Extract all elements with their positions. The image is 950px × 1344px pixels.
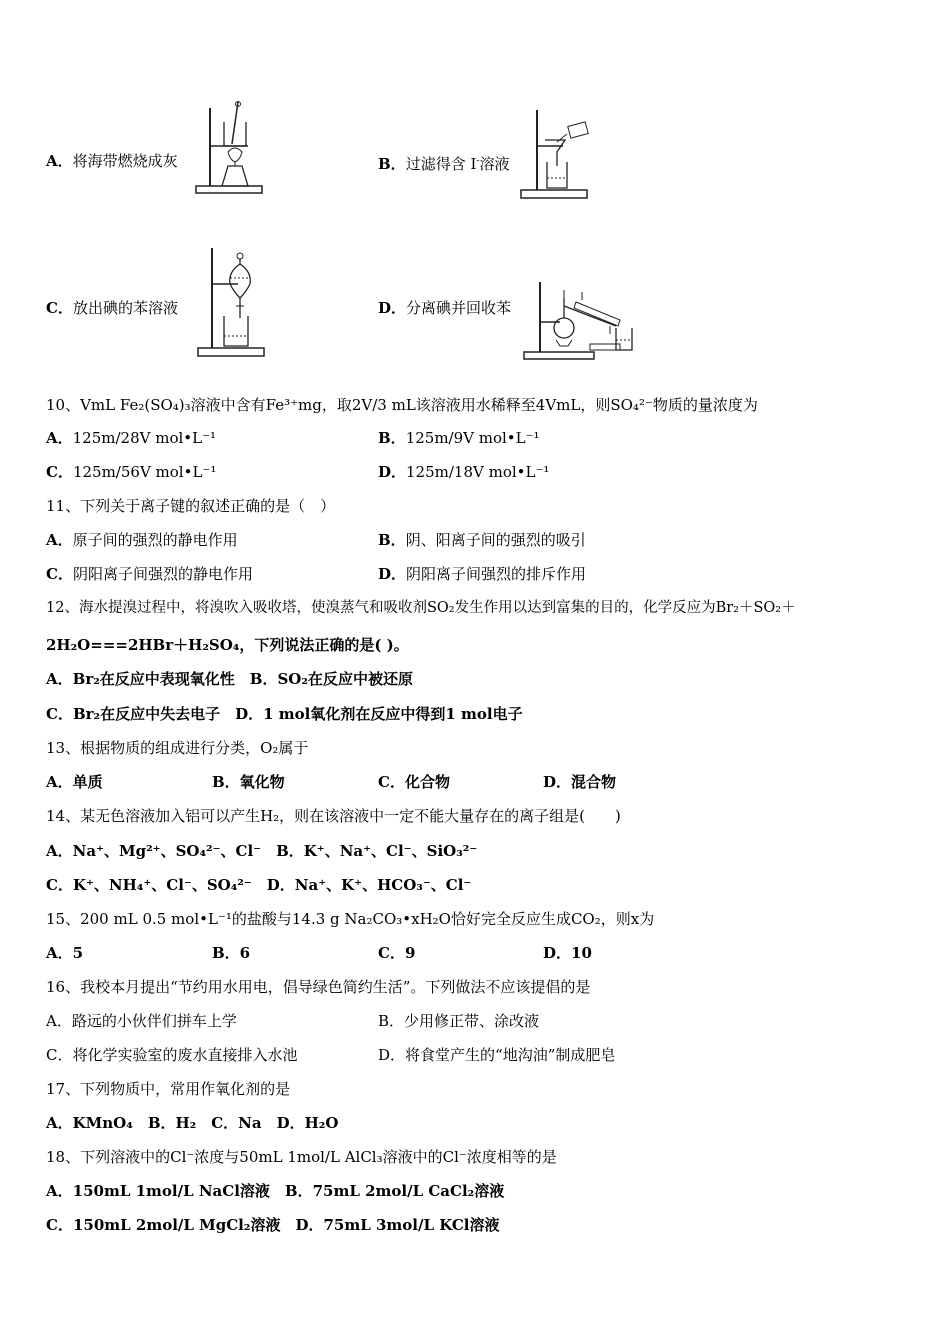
- option-label: B．: [378, 429, 406, 447]
- option-text: 125m/18V mol•L⁻¹: [406, 463, 550, 481]
- option-label: D．: [378, 299, 407, 317]
- beaker-on-burner-icon: [192, 100, 268, 200]
- separatory-funnel-icon: [194, 244, 270, 360]
- question-11-option-b: [378, 530, 586, 550]
- question-13-option-b: B．氧化物: [212, 773, 285, 791]
- option-text: 125m/9V mol•L⁻¹: [405, 429, 540, 447]
- question-10-option-c: [46, 462, 216, 482]
- question-15-option-b: B．6: [212, 944, 251, 962]
- question-15-option-a: A．5: [46, 944, 84, 962]
- question-11-option-d: [378, 564, 586, 584]
- option-text: 125m/56V mol•L⁻¹: [72, 463, 217, 481]
- option-d-apparatus: [378, 298, 511, 318]
- option-label: A．: [46, 531, 73, 549]
- option-label: D．: [378, 565, 407, 583]
- option-label: A．: [46, 429, 73, 447]
- option-text: 125m/28V mol•L⁻¹: [72, 429, 217, 447]
- funnel-stand-icon: [517, 106, 597, 202]
- question-16-option-b: B．少用修正带、涂改液: [378, 1012, 540, 1030]
- question-13-stem: 13、根据物质的组成进行分类，O₂属于: [46, 739, 309, 757]
- option-text: 阴、阳离子间的强烈的吸引: [405, 531, 586, 549]
- question-11-stem: 11、下列关于离子键的叙述正确的是（ ）: [46, 497, 336, 515]
- separatory-funnel-figure: [194, 244, 270, 360]
- question-18-options-cd: C．150mL 2mol/L MgCl₂溶液 D．75mL 3mol/L KCl溶液: [46, 1216, 500, 1234]
- option-label: D．: [378, 463, 407, 481]
- question-12-options-ab: A．Br₂在反应中表现氧化性 B．SO₂在反应中被还原: [46, 670, 413, 688]
- question-13-option-c: C．化合物: [378, 773, 450, 791]
- option-label: A．: [46, 152, 73, 170]
- distillation-apparatus-figure: [520, 276, 640, 362]
- question-16-option-d: D．将食堂产生的“地沟油”制成肥皂: [378, 1046, 616, 1064]
- question-10-option-a: [46, 428, 216, 448]
- question-14-options-cd: C．K⁺、NH₄⁺、Cl⁻、SO₄²⁻ D．Na⁺、K⁺、HCO₃⁻、Cl⁻: [46, 876, 472, 894]
- option-label: B．: [378, 531, 406, 549]
- question-16-option-c: C．将化学实验室的废水直接排入水池: [46, 1046, 298, 1064]
- question-17-options: A．KMnO₄ B．H₂ C．Na D．H₂O: [46, 1114, 339, 1132]
- superscript: -: [476, 156, 480, 166]
- question-10-option-d: [378, 462, 549, 482]
- option-label: C．: [46, 299, 73, 317]
- option-text: 原子间的强烈的静电作用: [72, 531, 238, 549]
- question-15-stem: 15、200 mL 0.5 mol•L⁻¹的盐酸与14.3 g Na₂CO₃•xH₂O恰好完全反应生成CO₂，则x为: [46, 910, 655, 928]
- question-18-options-ab: A．150mL 1mol/L NaCl溶液 B．75mL 2mol/L CaCl₂溶液: [46, 1182, 505, 1200]
- option-text: 阴阳离子间强烈的静电作用: [72, 565, 253, 583]
- option-text: 阴阳离子间强烈的排斥作用: [406, 565, 587, 583]
- option-b-apparatus: [378, 151, 509, 174]
- question-10-stem: 10、VmL Fe₂(SO₄)₃溶液中含有Fe³⁺mg，取2V/3 mL该溶液用水稀释至4VmL，则SO₄²⁻物质的量浓度为: [46, 396, 758, 414]
- option-text: 溶液: [479, 155, 510, 173]
- question-17-stem: 17、下列物质中，常用作氧化剂的是: [46, 1080, 291, 1098]
- option-label: B．: [378, 155, 406, 173]
- question-16-stem: 16、我校本月提出“节约用水用电，倡导绿色简约生活”。下列做法不应该提倡的是: [46, 978, 591, 996]
- question-12-options-cd: C．Br₂在反应中失去电子 D．1 mol氧化剂在反应中得到1 mol电子: [46, 705, 523, 723]
- option-label: C．: [46, 565, 73, 583]
- option-text: 过滤得含 I: [405, 155, 477, 173]
- option-a-apparatus: [46, 151, 178, 171]
- question-11-option-a: [46, 530, 238, 550]
- option-text: 放出碘的苯溶液: [72, 299, 178, 317]
- question-15-option-c: C．9: [378, 944, 416, 962]
- question-14-options-ab: A．Na⁺、Mg²⁺、SO₄²⁻、Cl⁻ B．K⁺、Na⁺、Cl⁻、SiO₃²⁻: [46, 842, 478, 860]
- option-text: 分离碘并回收苯: [406, 299, 512, 317]
- option-label: C．: [46, 463, 73, 481]
- question-13-option-a: A．单质: [46, 773, 103, 791]
- distillation-setup-icon: [520, 276, 640, 362]
- option-text: 将海带燃烧成灰: [72, 152, 178, 170]
- question-14-stem: 14、某无色溶液加入铝可以产生H₂，则在该溶液中一定不能大量存在的离子组是( ): [46, 807, 621, 825]
- option-c-apparatus: [46, 298, 178, 318]
- question-12-stem-line-2: 2H₂O===2HBr＋H₂SO₄，下列说法正确的是( )。: [46, 636, 409, 654]
- question-15-option-d: D．10: [543, 944, 592, 962]
- question-10-option-b: [378, 428, 540, 448]
- question-11-option-c: [46, 564, 253, 584]
- question-12-stem-line-1: 12、海水提溴过程中，将溴吹入吸收塔，使溴蒸气和吸收剂SO₂发生作用以达到富集的目的，化学反应为Br₂＋SO₂＋: [46, 600, 796, 616]
- question-18-stem: 18、下列溶液中的Cl⁻浓度与50mL 1mol/L AlCl₃溶液中的Cl⁻浓度相等的是: [46, 1148, 557, 1166]
- question-16-option-a: A．路远的小伙伴们拼车上学: [46, 1012, 237, 1030]
- ashing-apparatus-figure: [192, 100, 268, 200]
- filtration-apparatus-figure: [517, 106, 597, 202]
- question-13-option-d: D．混合物: [543, 773, 617, 791]
